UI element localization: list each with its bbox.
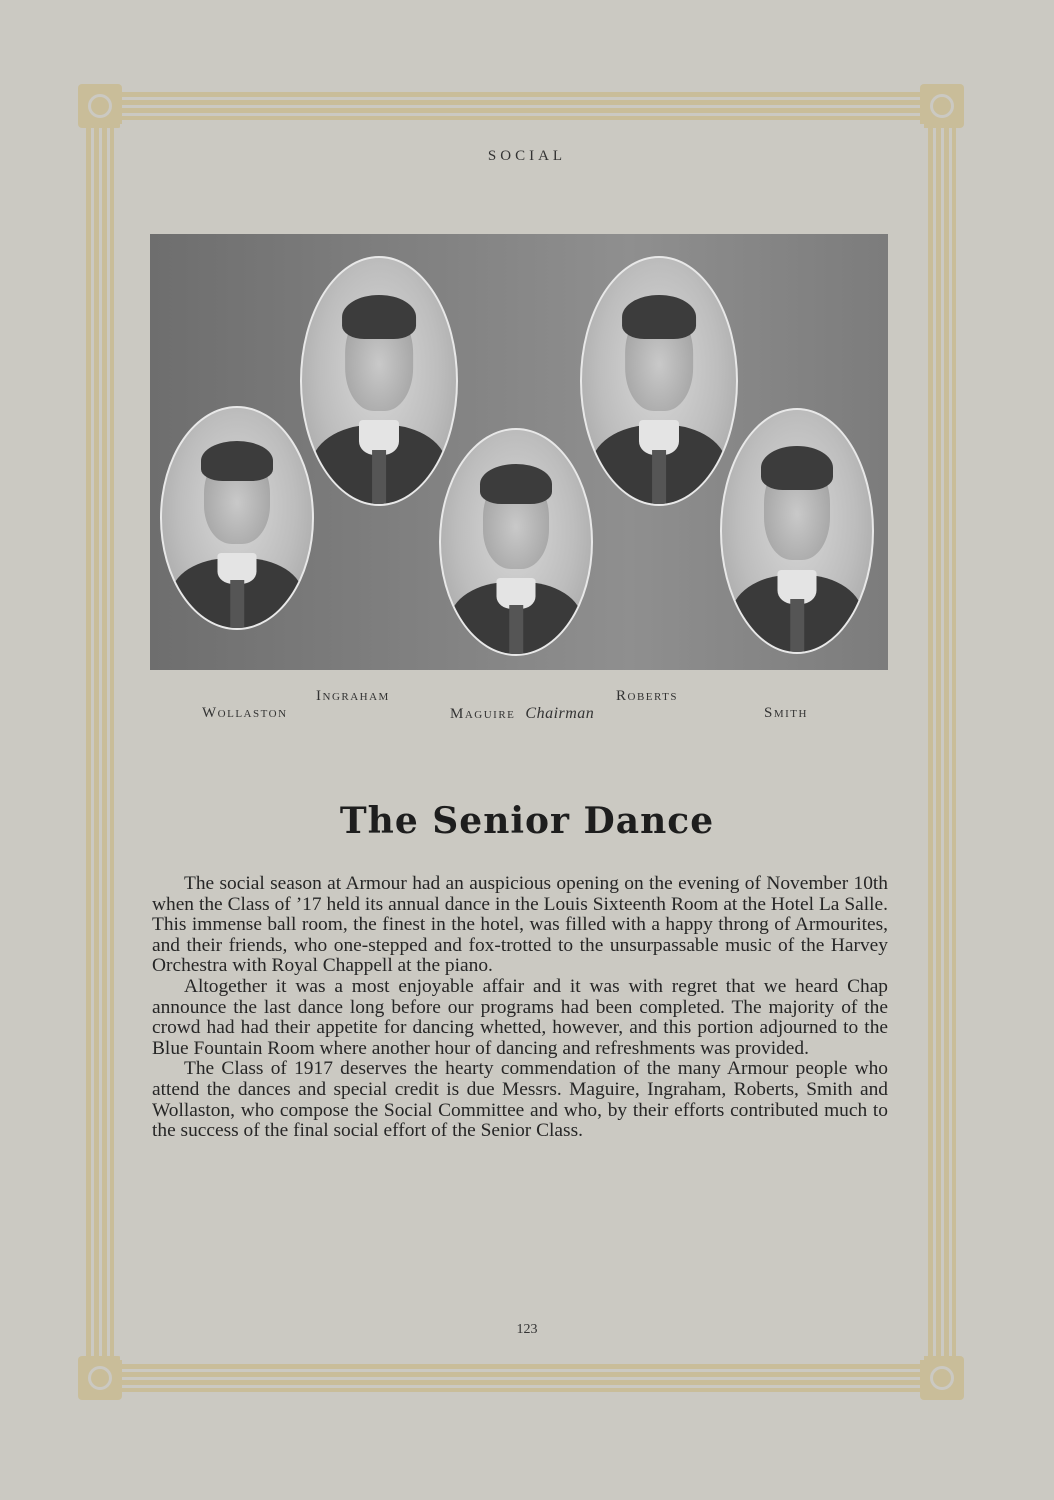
section-heading: SOCIAL [487,148,567,164]
frame-corner-ornament [78,84,122,128]
caption-chairman: Chairman [525,705,595,722]
frame-corner-ornament [78,1356,122,1400]
frame-corner-ornament [920,84,964,128]
caption-maguire [450,705,594,723]
caption-wollaston: Wollaston [202,705,288,721]
frame-border-left [86,92,114,1392]
article-paragraph: The Class of 1917 deserves the hearty commendation of the many Armour people who attend the dances and special credit is due Messrs. Maguire, Ingraham, Roberts, Smith and Wollaston, who compose the Social Committee and who, by their efforts contributed much to the success of the final social effort of the Senior Class. [152,1058,888,1142]
article-paragraph: Altogether it was a most enjoyable affair and it was with regret that we heard Chap announce the last dance long before our programs had been completed. The majority of the crowd had had their appetite for dancing whetted, however, and this portion adjourned to the Blue Fountain Room where another hour of dancing and refreshments was provided. [152,975,888,1059]
article-paragraph: The social season at Armour had an auspicious opening on the evening of November 10th when the Class of ’17 held its annual dance in the Louis Sixteenth Room at the Hotel La Salle. This immense ball room, the finest in the hotel, was filled with a happy throng of Armourites, and their friends, who one-stepped and fox-trotted to the unsurpassable music of the Harvey Orchestra with Royal Chappell at the piano. [152,873,888,977]
portrait-maguire [439,428,593,656]
frame-border-right [928,92,956,1392]
caption-maguire-name: Maguire [450,706,516,722]
article-body [152,874,888,1142]
page-number: 123 [516,1322,538,1337]
caption-ingraham: Ingraham [316,688,390,704]
portrait-roberts [580,256,738,506]
portrait-smith [720,408,874,654]
caption-roberts: Roberts [616,688,679,704]
caption-smith: Smith [764,705,808,721]
frame-corner-ornament [920,1356,964,1400]
portrait-wollaston [160,406,314,630]
frame-border-top [80,92,962,120]
article-title: The Senior Dance [339,800,715,842]
committee-photo [150,234,888,670]
portrait-ingraham [300,256,458,506]
frame-border-bottom [80,1364,962,1392]
